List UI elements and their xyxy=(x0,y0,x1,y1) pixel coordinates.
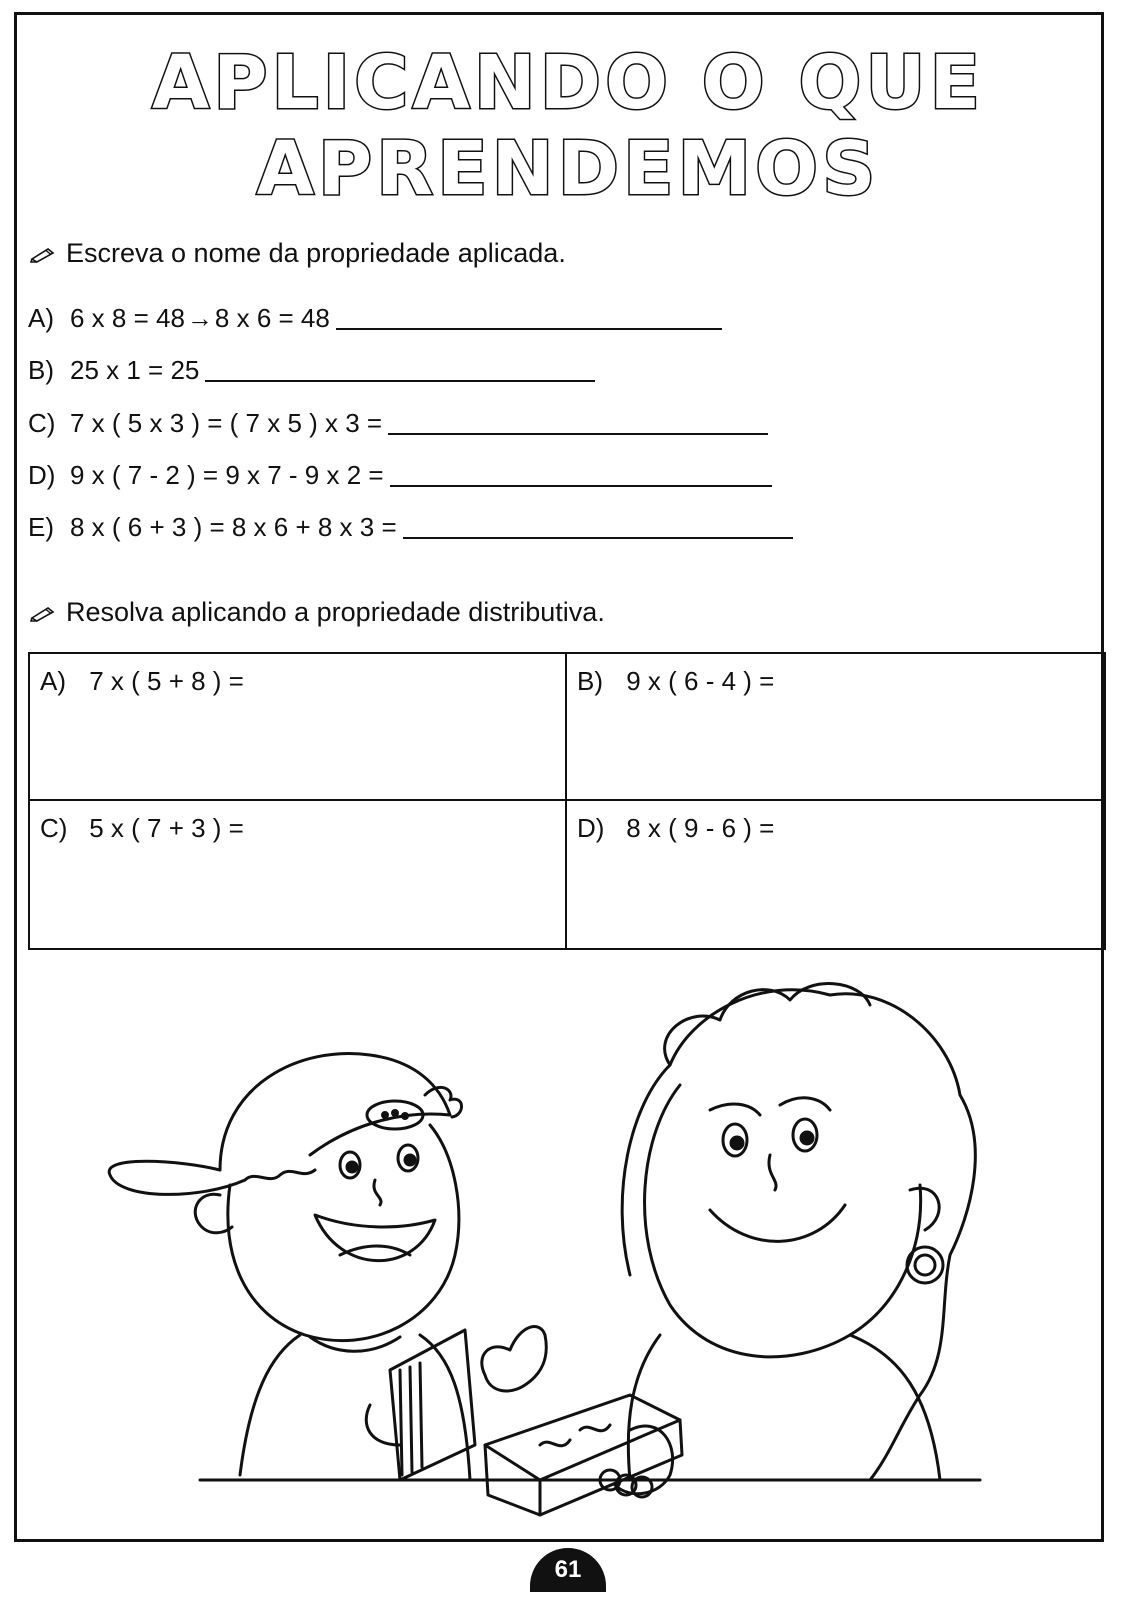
cell-letter: A) xyxy=(40,666,66,696)
exercise-grid xyxy=(28,652,1106,950)
instruction-2 xyxy=(30,597,605,628)
item-expression: 8 x 6 = 48 xyxy=(214,303,330,333)
cell-letter: C) xyxy=(40,813,68,843)
answer-line-a[interactable] xyxy=(336,327,722,330)
item-expression: 6 x 8 = 48 xyxy=(70,303,185,333)
page-number: 61 xyxy=(530,1548,606,1592)
item-d xyxy=(28,460,772,491)
title-line-2: APRENDEMOS xyxy=(256,126,880,212)
item-a xyxy=(28,303,722,334)
item-expression: 8 x ( 6 + 3 ) = 8 x 6 + 8 x 3 = xyxy=(70,512,397,542)
item-letter: A) xyxy=(28,303,54,333)
cell-expression: 5 x ( 7 + 3 ) = xyxy=(89,813,244,843)
answer-line-e[interactable] xyxy=(403,536,793,539)
answer-line-b[interactable] xyxy=(205,379,595,382)
pencil-icon xyxy=(30,245,56,263)
grid-cell-b[interactable] xyxy=(567,654,1104,801)
cell-letter: B) xyxy=(577,666,603,696)
boy-figure xyxy=(109,1053,546,1480)
answer-line-c[interactable] xyxy=(388,432,768,435)
instruction-1-text: Escreva o nome da propriedade aplicada. xyxy=(66,238,566,268)
item-c xyxy=(28,408,768,439)
title-line-1: APLICANDO O QUE xyxy=(151,40,984,126)
pencil-icon xyxy=(30,604,56,622)
item-expression: 7 x ( 5 x 3 ) = ( 7 x 5 ) x 3 = xyxy=(70,408,383,438)
teacher-figure xyxy=(485,984,975,1515)
instruction-2-text: Resolva aplicando a propriedade distributiva. xyxy=(66,597,605,627)
instruction-1 xyxy=(30,238,566,269)
answer-line-d[interactable] xyxy=(390,484,772,487)
arrow-icon: → xyxy=(186,303,213,333)
illustration-boy-and-teacher xyxy=(70,975,1030,1545)
cell-expression: 8 x ( 9 - 6 ) = xyxy=(626,813,775,843)
item-letter: E) xyxy=(28,512,54,542)
item-b xyxy=(28,355,595,386)
grid-cell-d[interactable] xyxy=(567,801,1104,948)
cell-letter: D) xyxy=(577,813,605,843)
item-expression: 9 x ( 7 - 2 ) = 9 x 7 - 9 x 2 = xyxy=(70,460,384,490)
cell-expression: 9 x ( 6 - 4 ) = xyxy=(626,666,775,696)
item-expression: 25 x 1 = 25 xyxy=(70,355,200,385)
grid-cell-c[interactable] xyxy=(30,801,567,948)
item-letter: B) xyxy=(28,355,54,385)
grid-cell-a[interactable] xyxy=(30,654,567,801)
item-e xyxy=(28,512,793,543)
item-letter: D) xyxy=(28,460,56,490)
cell-expression: 7 x ( 5 + 8 ) = xyxy=(89,666,244,696)
item-letter: C) xyxy=(28,408,56,438)
